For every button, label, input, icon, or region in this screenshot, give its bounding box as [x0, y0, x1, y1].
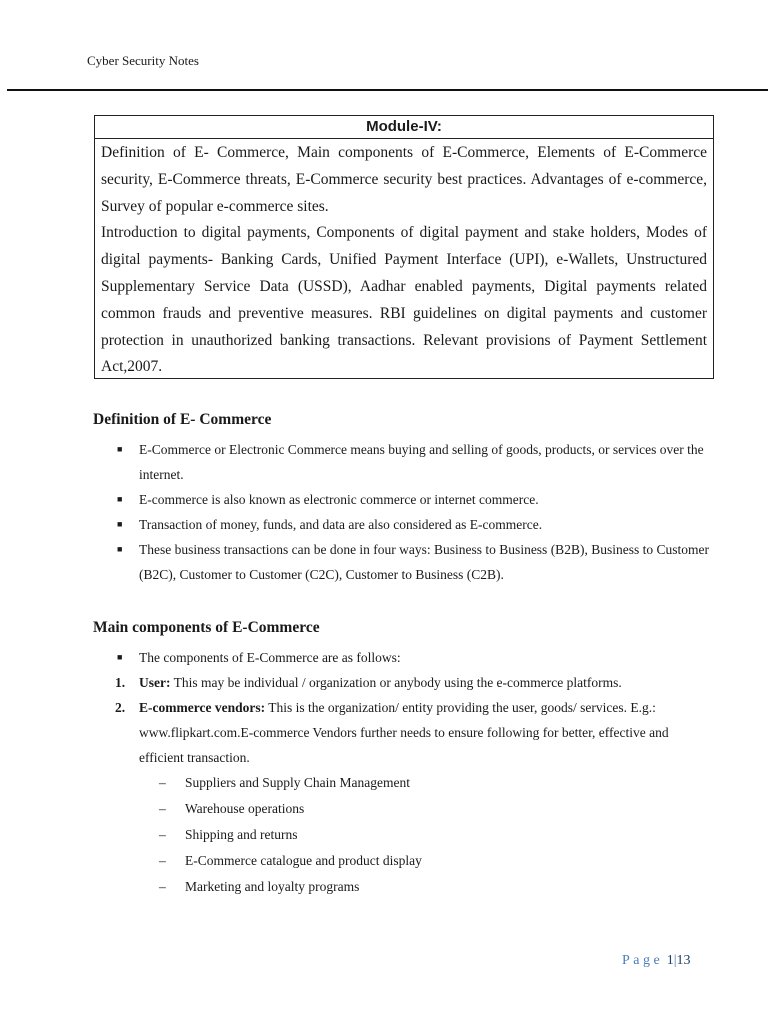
item-text: This is the organization/ entity providing the user, goods/ services. E.g.: www.flipkart.com.E-commerce Vendors further needs to ensure following for better, effective and efficient transaction. — [139, 700, 669, 765]
square-bullet-icon: ■ — [117, 519, 123, 529]
list-item — [159, 796, 714, 822]
numbered-item-vendors — [115, 695, 714, 900]
header-divider — [7, 89, 768, 91]
list-item — [117, 437, 714, 487]
page-number: 1 — [666, 953, 674, 968]
dash-bullet-icon: – — [159, 775, 166, 790]
item-number: 1. — [115, 675, 126, 690]
section-heading-definition: Definition of E- Commerce — [93, 411, 272, 428]
dash-bullet-icon: – — [159, 827, 166, 842]
list-item — [117, 537, 714, 587]
item-number: 2. — [115, 700, 126, 715]
dash-bullet-icon: – — [159, 801, 166, 816]
page-header-title: Cyber Security Notes — [87, 53, 199, 68]
square-bullet-icon: ■ — [117, 444, 123, 454]
page-footer — [622, 953, 691, 969]
item-label: User: — [139, 675, 171, 690]
list-item-text: Suppliers and Supply Chain Management — [185, 775, 410, 790]
list-item — [159, 770, 714, 796]
item-text: This may be individual / organization or anybody using the e-commerce platforms. — [170, 675, 622, 690]
list-item-text: Shipping and returns — [185, 827, 298, 842]
page-total: 13 — [676, 953, 691, 968]
list-item — [159, 874, 714, 900]
section-heading-components: Main components of E-Commerce — [93, 619, 320, 636]
list-item-text: E-Commerce or Electronic Commerce means buying and selling of goods, products, or services over the internet. — [139, 442, 704, 482]
list-item-text: E-Commerce catalogue and product display — [185, 853, 422, 868]
components-list — [115, 645, 714, 900]
list-item-text: E-commerce is also known as electronic commerce or internet commerce. — [139, 492, 539, 507]
square-bullet-icon: ■ — [117, 494, 123, 504]
module-title: Module-IV: — [95, 116, 713, 139]
definition-bullet-list — [117, 437, 714, 587]
list-item — [159, 822, 714, 848]
item-label: E-commerce vendors: — [139, 700, 266, 715]
module-paragraph: Introduction to digital payments, Components of digital payment and stake holders, Modes of digital payments- Banking Cards, Unified Payment Interface (UPI), e-Wallets, Unstructured Supplementary Service Data (USSD), Aadhar enabled payments, Digital payments related common frauds and preventive measures. RBI guidelines on digital payments and customer protection in unauthorized banking transactions. Relevant provisions of Payment Settlement Act,2007. — [101, 224, 707, 376]
list-item-text: Marketing and loyalty programs — [185, 879, 360, 894]
vendor-points-list — [159, 770, 714, 900]
module-summary-box — [94, 115, 714, 379]
list-item-text: Warehouse operations — [185, 801, 305, 816]
numbered-item-user — [115, 670, 714, 695]
page-separator: | — [673, 953, 677, 968]
list-item-text: The components of E-Commerce are as follows: — [139, 650, 401, 665]
square-bullet-icon: ■ — [117, 544, 123, 554]
page-label: Page — [622, 953, 664, 968]
module-description — [95, 139, 713, 381]
square-bullet-icon: ■ — [117, 652, 123, 662]
list-item-text: Transaction of money, funds, and data are also considered as E-commerce. — [139, 517, 543, 532]
list-item — [159, 848, 714, 874]
list-item — [117, 645, 714, 670]
module-paragraph: Definition of E- Commerce, Main components of E-Commerce, Elements of E-Commerce security, E-Commerce threats, E-Commerce security best practices. Advantages of e-commerce, Survey of popular e-commerce sites. — [101, 144, 707, 215]
dash-bullet-icon: – — [159, 879, 166, 894]
list-item — [117, 487, 714, 512]
list-item — [117, 512, 714, 537]
list-item-text: These business transactions can be done in four ways: Business to Business (B2B), Business to Customer (B2C), Customer to Customer (C2C), Customer to Business (C2B). — [139, 542, 709, 582]
dash-bullet-icon: – — [159, 853, 166, 868]
